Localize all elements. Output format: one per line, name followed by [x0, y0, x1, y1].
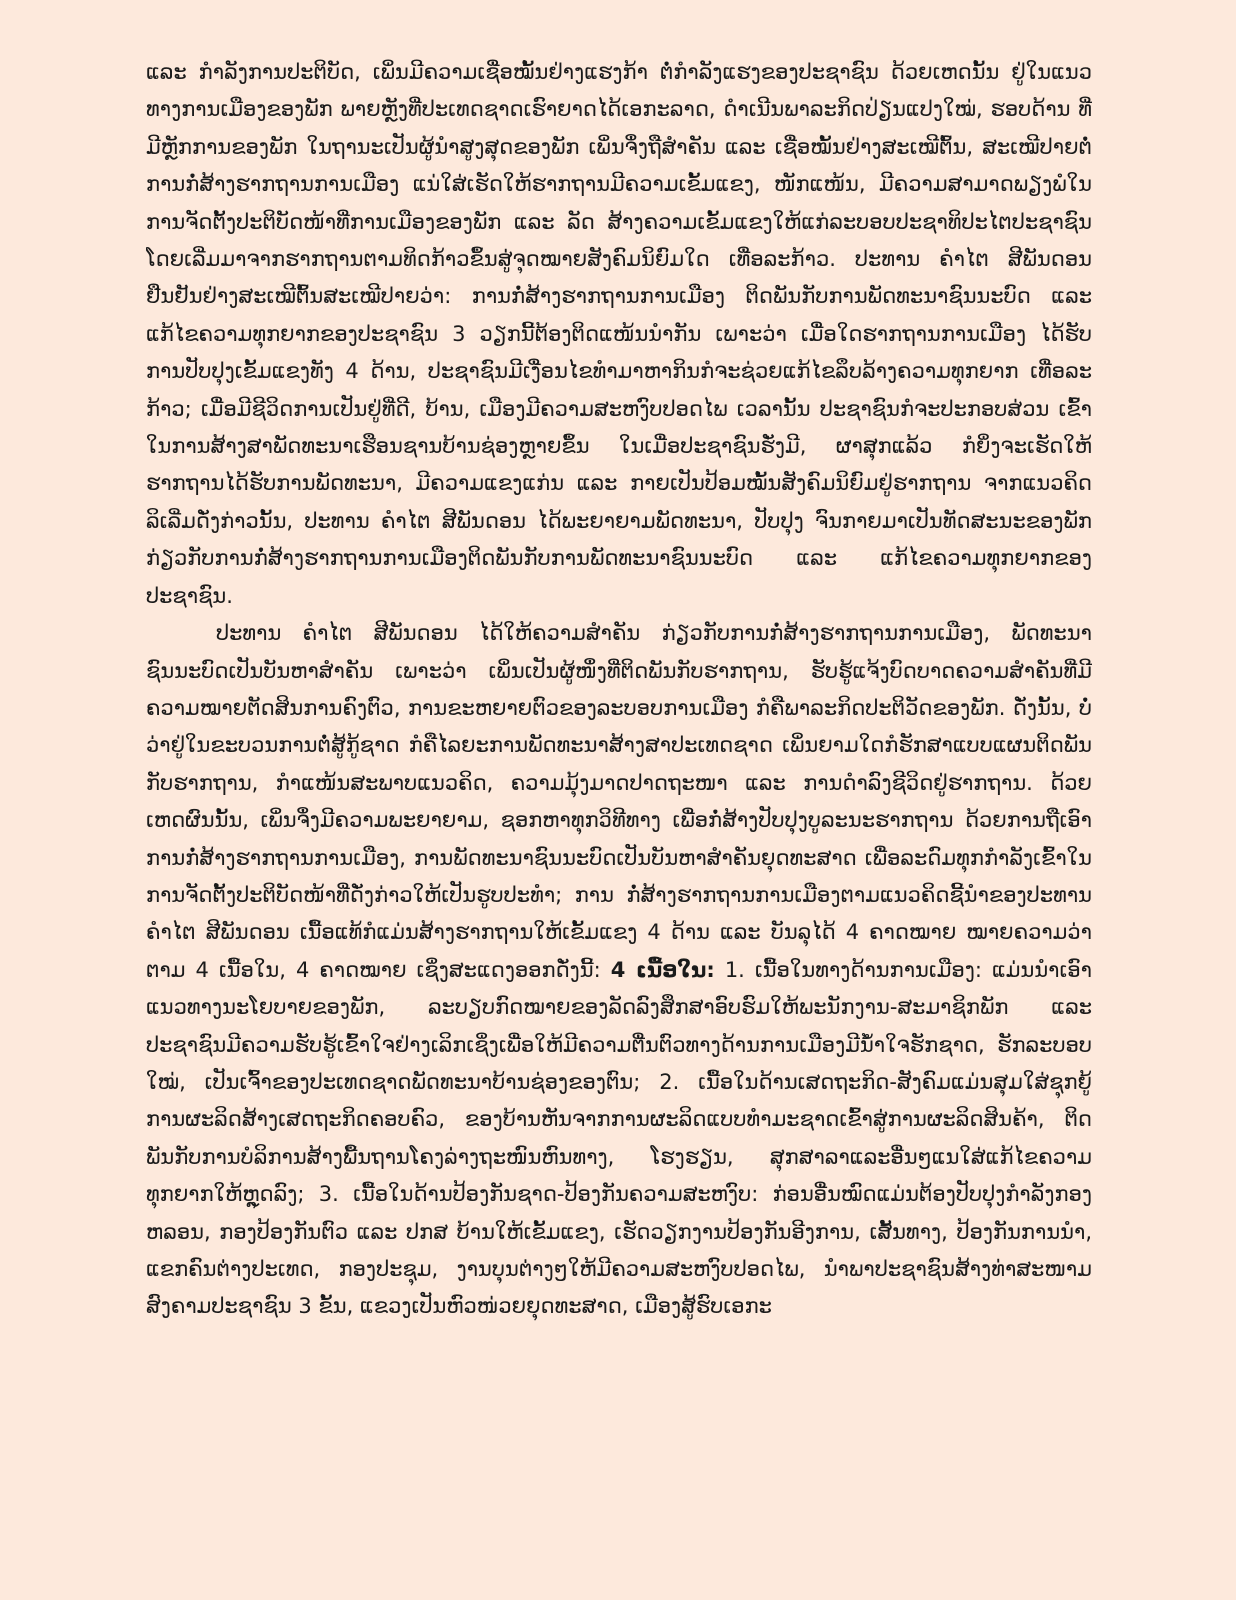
- paragraph-2-text: ປະທານ ຄຳໄຕ ສີພັນດອນ ໄດ້ໃຫ້ຄວາມສຳຄັນ ກ່ຽວກັບການກໍ່ສ້າງຮາກຖານການເມືອງ, ພັດທະນາຊົນນະບົດເປັນບັນຫາສຳຄັນ ເພາະວ່າ ເພິ່ນເປັນຜູ້ໜຶ່ງທີ່ຕິດພັນກັບຮາກຖານ, ຮັບຮູ້ແຈ້ງບົດບາດຄວາມສຳຄັນທີ່ມີຄວາມໝາຍຕັດສິນການຄົງຕົວ, ການຂະຫຍາຍຕົວຂອງລະບອບການເມືອງ ກໍຄືພາລະກິດປະຕິວັດຂອງພັກ. ດັ່ງນັ້ນ, ບໍ່ວ່າຢູ່ໃນຂະບວນການຕໍ່ສູ້ກູ້ຊາດ ກໍຄືໄລຍະການພັດທະນາສ້າງສາປະເທດຊາດ ເພິ່ນຍາມໃດກໍຮັກສາແບບແຜນຕິດພັນກັບຮາກຖານ, ກຳແໜ້ນສະພາບແນວຄິດ, ຄວາມມຸ້ງມາດປາດຖະໜາ ແລະ ການດຳລົງຊີວິດຢູ່ຮາກຖານ. ດ້ວຍເຫດຜົນນັ້ນ, ເພິ່ນຈຶ່ງມີຄວາມພະຍາຍາມ, ຊອກຫາທຸກວິທີທາງ ເພື່ອກໍ່ສ້າງປັບປຸງບູລະນະຮາກຖານ ດ້ວຍການຖືເອົາການກໍ່ສ້າງຮາກຖານການເມືອງ, ການພັດທະນາຊົນນະບົດເປັນບັນຫາສຳຄັນຍຸດທະສາດ ເພື່ອລະດົມທຸກກຳລັງເຂົ້າໃນການຈັດຕັ້ງປະຕິບັດໜ້າທີ່ດັ່ງກ່າວໃຫ້ເປັນຮູບປະທຳ; ການ ກໍ່ສ້າງຮາກຖານການເມືອງຕາມແນວຄິດຊີ້ນຳຂອງປະທານ ຄຳໄຕ ສີພັນດອນ ເນື້ອແທ້ກໍແມ່ນສ້າງຮາກຖານໃຫ້ເຂັ້ມແຂງ 4 ດ້ານ ແລະ ບັນລຸໄດ້ 4 ຄາດໝາຍ ໝາຍຄວາມວ່າ ຕາມ 4 ເນື້ອໃນ, 4 ຄາດໝາຍ ເຊິ່ງສະແດງອອກດັ່ງນີ້:: [146, 621, 1092, 982]
- document-page: [146, 54, 1092, 1474]
- bold-heading: 4 ເນື້ອໃນ:: [610, 957, 715, 982]
- paragraph-1: ແລະ ກຳລັງການປະຕິບັດ, ເພິ່ນມີຄວາມເຊື່ອໝັ້ນຢ່າງແຮງກ້າ ຕໍ່ກຳລັງແຮງຂອງປະຊາຊົນ ດ້ວຍເຫດນັ້ນ ຢູ່ໃນແນວທາງການເມືອງຂອງພັກ ພາຍຫຼັງທີ່ປະເທດຊາດເຮົາຍາດໄດ້ເອກະລາດ, ດຳເນີນພາລະກິດປ່ຽນແປງໃໝ່, ຮອບດ້ານ ທີ່ມີຫຼັກການຂອງພັກ ໃນຖານະເປັນຜູ້ນຳສູງສຸດຂອງພັກ ເພິ່ນຈຶ່ງຖືສຳຄັນ ແລະ ເຊື່ອໝັ້ນຢ່າງສະເໝີຕົ້ນ, ສະເໝີປາຍຕໍ່ການກໍ່ສ້າງຮາກຖານການເມືອງ ແນ່ໃສ່ເຮັດໃຫ້ຮາກຖານມີຄວາມເຂັ້ມແຂງ, ໜັກແໜ້ນ, ມີຄວາມສາມາດພຽງພໍໃນການຈັດຕັ້ງປະຕິບັດໜ້າທີ່ການເມືອງຂອງພັກ ແລະ ລັດ ສ້າງຄວາມເຂັ້ມແຂງໃຫ້ແກ່ລະບອບປະຊາທິປະໄຕປະຊາຊົນ ໂດຍເລີ່ມມາຈາກຮາກຖານຕາມທິດກ້າວຂຶ້ນສູ່ຈຸດໝາຍສັງຄົມນິຍົມໃດ ເທື່ອລະກ້າວ. ປະທານ ຄຳໄຕ ສີພັນດອນ ຢືນຢັນຢ່າງສະເໝີຕົ້ນສະເໝີປາຍວ່າ: ການກໍ່ສ້າງຮາກຖານການເມືອງ ຕິດພັນກັບການພັດທະນາຊົນນະບົດ ແລະ ແກ້ໄຂຄວາມທຸກຍາກຂອງປະຊາຊົນ 3 ວຽກນີ້ຕ້ອງຕິດແໜ້ນນຳກັນ ເພາະວ່າ ເມື່ອໃດຮາກຖານການເມືອງ ໄດ້ຮັບການປັບປຸງເຂັ້ມແຂງທັງ 4 ດ້ານ, ປະຊາຊົນມີເງື່ອນໄຂທຳມາຫາກິນກໍຈະຊ່ວຍແກ້ໄຂລຶບລ້າງຄວາມທຸກຍາກ ເທື່ອລະກ້າວ; ເມື່ອມີຊີວິດການເປັນຢູ່ທີ່ດີ, ບ້ານ, ເມືອງມີຄວາມສະຫງົບປອດໄພ ເວລານັ້ນ ປະຊາຊົນກໍຈະປະກອບສ່ວນ ເຂົ້າໃນການສ້າງສາພັດທະນາເຮືອນຊານບ້ານຊ່ອງຫຼາຍຂຶ້ນ ໃນເມື່ອປະຊາຊົນຮັ່ງມີ, ຜາສຸກແລ້ວ ກໍຍິ່ງຈະເຮັດໃຫ້ຮາກຖານໄດ້ຮັບການພັດທະນາ, ມີຄວາມແຂງແກ່ນ ແລະ ກາຍເປັນປ້ອມໝັ້ນສັງຄົມນິຍົມຢູ່ຮາກຖານ ຈາກແນວຄິດລິເລີ່ມດັ່ງກ່າວນັ້ນ, ປະທານ ຄຳໄຕ ສີພັນດອນ ໄດ້ພະຍາຍາມພັດທະນາ, ປັບປຸງ ຈົນກາຍມາເປັນທັດສະນະຂອງພັກກ່ຽວກັບການກໍ່ສ້າງຮາກຖານການເມືອງຕິດພັນກັບການພັດທະນາຊົນນະບົດ ແລະ ແກ້ໄຂຄວາມທຸກຍາກຂອງປະຊາຊົນ.: [146, 60, 1092, 608]
- paragraph-2: [146, 615, 1092, 1326]
- paragraph-2-rest: 1. ເນື້ອໃນທາງດ້ານການເມືອງ: ແມ່ນນຳເອົາແນວທາງນະໂຍບາຍຂອງພັກ, ລະບຽບກົດໝາຍຂອງລັດລົງສຶກສາອົບຮົມໃຫ້ພະນັກງານ-ສະມາຊິກພັກ ແລະ ປະຊາຊົນມີຄວາມຮັບຮູ້ເຂົ້າໃຈຢ່າງເລິກເຊິ່ງເພື່ອໃຫ້ມີຄວາມຕື່ນຕົວທາງດ້ານການເມືອງມີນ້ຳໃຈຮັກຊາດ, ຮັກລະບອບໃໝ່, ເປັນເຈົ້າຂອງປະເທດຊາດພັດທະນາບ້ານຊ່ອງຂອງຕົນ; 2. ເນື້ອໃນດ້ານເສດຖະກິດ-ສັງຄົມແມ່ນສຸມໃສ່ຊຸກຍູ້ການຜະລິດສ້າງເສດຖະກິດຄອບຄົວ, ຂອງບ້ານຫັນຈາກການຜະລິດແບບທຳມະຊາດເຂົ້າສູ່ການຜະລິດສິນຄ້າ, ຕິດພັນກັບການບໍລິການສ້າງພື້ນຖານໂຄງລ່າງຖະໜົນຫົນທາງ, ໂຮງຮຽນ, ສຸກສາລາແລະອື່ນໆແນໃສ່ແກ້ໄຂຄວາມທຸກຍາກໃຫ້ຫຼຸດລົງ; 3. ເນື້ອໃນດ້ານປ້ອງກັນຊາດ-ປ້ອງກັນຄວາມສະຫງົບ: ກ່ອນອື່ນໝົດແມ່ນຕ້ອງປັບປຸງກຳລັງກອງຫລອນ, ກອງປ້ອງກັນຕົວ ແລະ ປກສ ບ້ານໃຫ້ເຂັ້ມແຂງ, ເຮັດວຽກງານປ້ອງກັນອີງການ, ເສັ້ນທາງ, ປ້ອງກັນການນຳ, ແຂກຄົນຕ່າງປະເທດ, ກອງປະຊຸມ, ງານບຸນຕ່າງໆໃຫ້ມີຄວາມສະຫງົບປອດໄພ, ນຳພາປະຊາຊົນສ້າງທ່າສະໜາມສົງຄາມປະຊາຊົນ 3 ຂັ້ນ, ແຂວງເປັນຫົວໜ່ວຍຍຸດທະສາດ, ເມືອງສູ້ຮົບເອກະ: [146, 957, 1092, 1319]
